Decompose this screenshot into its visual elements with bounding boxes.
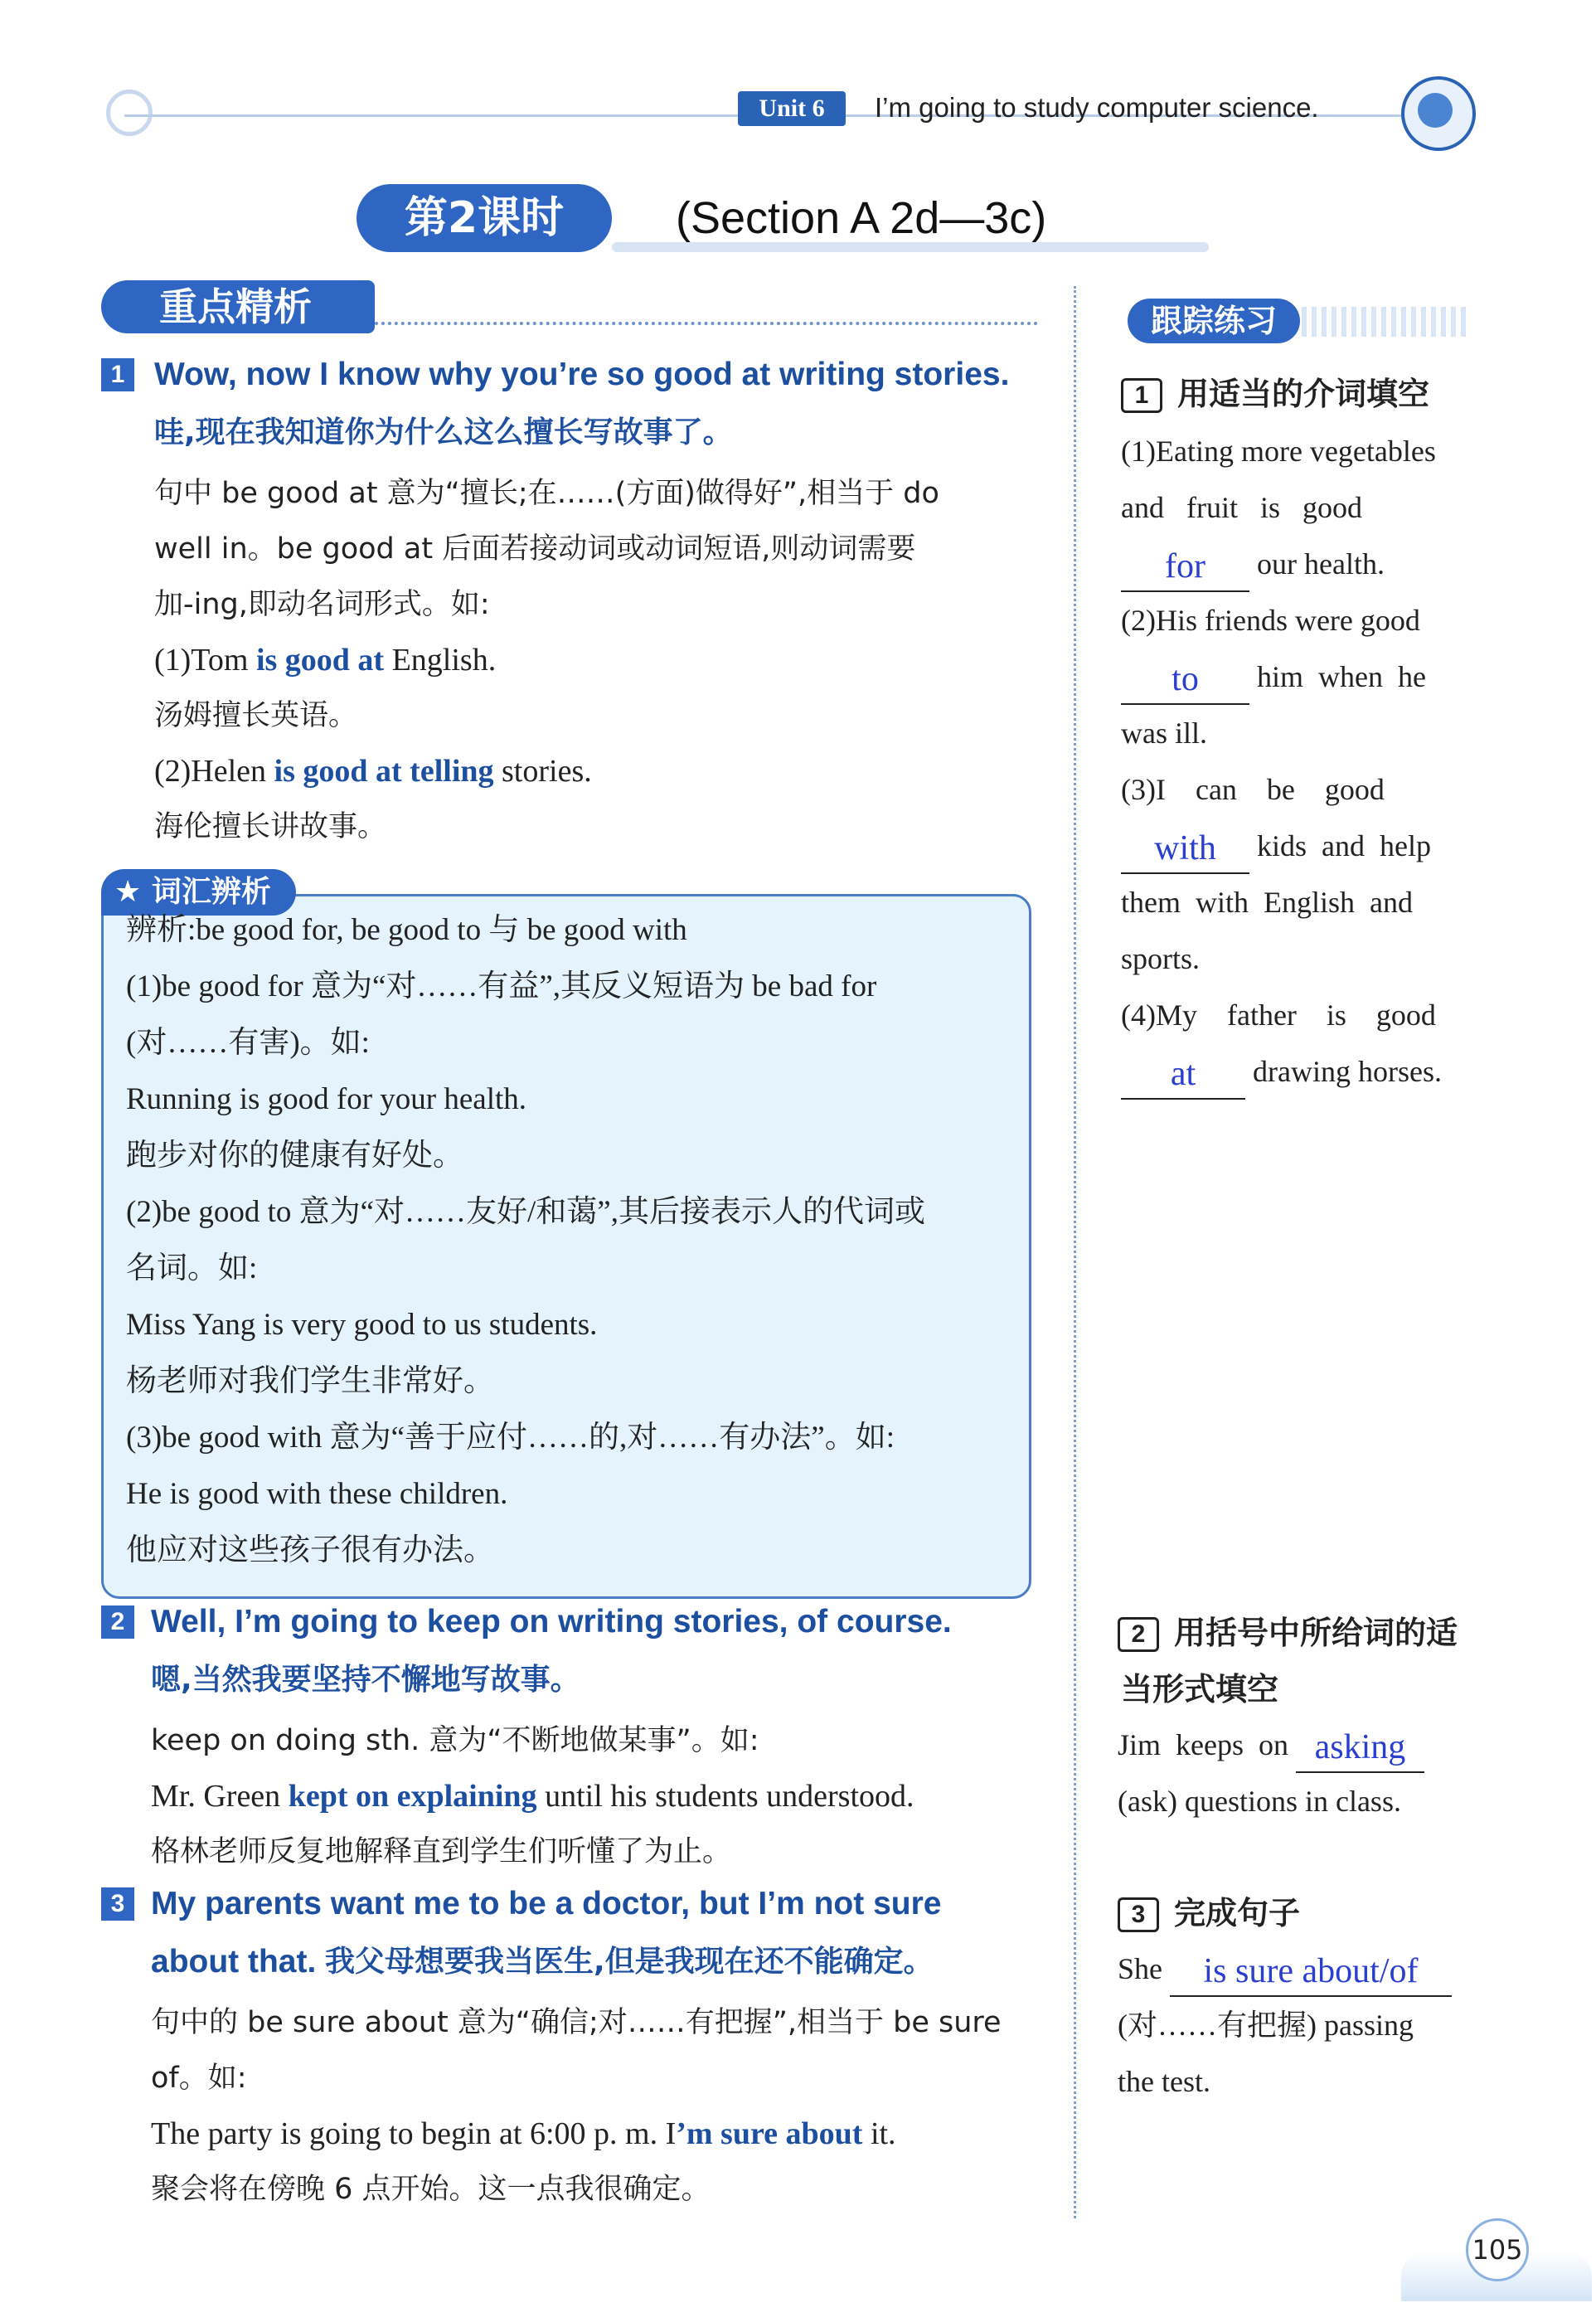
section-title: 重点精析 bbox=[101, 280, 375, 333]
answer-blank[interactable]: asking bbox=[1296, 1724, 1424, 1773]
item3-example-zh: 聚会将在傍晚 6 点开始。这一点我很确定。 bbox=[151, 2173, 711, 2206]
item1-example-1-zh: 汤姆擅长英语。 bbox=[154, 699, 358, 732]
explanation-line: 句中的 be sure about 意为“确信;对……有把握”,相当于 be sure bbox=[151, 2006, 1002, 2039]
header-swirl-icon bbox=[106, 90, 153, 136]
q1-line: to him when he bbox=[1121, 649, 1486, 705]
item2-example-zh: 格林老师反复地解释直到学生们听懂了为止。 bbox=[151, 1835, 732, 1868]
explanation-line: 加-ing,即动名词形式。如: bbox=[154, 588, 490, 621]
item1-example-2-zh: 海伦擅长讲故事。 bbox=[154, 810, 387, 843]
column-divider bbox=[1074, 286, 1076, 2218]
question-1-title: 用适当的介词填空 bbox=[1177, 376, 1430, 412]
q2-line: Jim keeps on asking bbox=[1118, 1717, 1499, 1773]
vocab-line: 他应对这些孩子很有办法。 bbox=[126, 1533, 494, 1567]
item3-english-2: about that. bbox=[151, 1944, 317, 1980]
vocab-line: 跑步对你的健康有好处。 bbox=[126, 1139, 463, 1173]
practice-title: 跟踪练习 bbox=[1128, 299, 1300, 343]
page-number: 105 bbox=[1466, 2218, 1529, 2281]
lesson-badge: 第2课时 bbox=[357, 184, 612, 252]
vocab-line: Miss Yang is very good to us students. bbox=[126, 1308, 598, 1342]
item2-example: Mr. Green kept on explaining until his students understood. bbox=[151, 1779, 914, 1814]
item2-english: Well, I’m going to keep on writing stories, of course. bbox=[151, 1604, 952, 1639]
explanation-line: 句中 be good at 意为“擅长;在……(方面)做得好”,相当于 do bbox=[154, 477, 939, 510]
answer-blank[interactable]: at bbox=[1121, 1051, 1245, 1100]
item3-example: The party is going to begin at 6:00 p. m. I’m sure about it. bbox=[151, 2116, 896, 2151]
item-number-3: 3 bbox=[101, 1887, 134, 1921]
item1-example-2: (2)Helen is good at telling stories. bbox=[154, 754, 592, 789]
question-2-title-2: 当形式填空 bbox=[1121, 1671, 1279, 1707]
item3-chinese: 我父母想要我当医生,但是我现在还不能确定。 bbox=[325, 1945, 934, 1979]
question-number-3: 3 bbox=[1118, 1897, 1159, 1932]
answer-blank[interactable]: for bbox=[1121, 543, 1249, 592]
item-number-2: 2 bbox=[101, 1605, 134, 1639]
explanation-line: of。如: bbox=[151, 2062, 247, 2095]
vocab-line: (1)be good for 意为“对……有益”,其反义短语为 be bad for bbox=[126, 969, 877, 1003]
q3-line: She is sure about/of bbox=[1118, 1941, 1499, 1997]
vocab-line: 名词。如: bbox=[126, 1251, 258, 1285]
item2-chinese: 嗯,当然我要坚持不懈地写故事。 bbox=[151, 1663, 580, 1697]
q1-line: (1)Eating more vegetables bbox=[1121, 435, 1436, 468]
item1-chinese: 哇,现在我知道你为什么这么擅长写故事了。 bbox=[154, 415, 733, 449]
logo-emblem-icon bbox=[1418, 93, 1453, 128]
answer-blank[interactable]: is sure about/of bbox=[1170, 1948, 1452, 1997]
item2-explanation: keep on doing sth. 意为“不断地做某事”。如: bbox=[151, 1724, 759, 1757]
q1-line: for our health. bbox=[1121, 536, 1486, 592]
vocab-line: 辨析:be good for, be good to 与 be good with bbox=[126, 913, 687, 947]
vocab-line: (2)be good to 意为“对……友好/和蔼”,其后接表示人的代词或 bbox=[126, 1195, 925, 1229]
vocab-line: Running is good for your health. bbox=[126, 1082, 527, 1116]
header-title: I’m going to study computer science. bbox=[875, 92, 1319, 123]
lesson-subtitle: (Section A 2d—3c) bbox=[676, 193, 1047, 243]
section-dotted-rule bbox=[375, 322, 1038, 325]
vocab-line: (3)be good with 意为“善于应付……的,对……有办法”。如: bbox=[126, 1421, 895, 1455]
item1-example-1: (1)Tom is good at English. bbox=[154, 643, 497, 678]
question-3-title: 完成句子 bbox=[1174, 1895, 1301, 1931]
unit-badge: Unit 6 bbox=[738, 91, 846, 126]
q1-line: at drawing horses. bbox=[1121, 1043, 1486, 1100]
q3-line: the test. bbox=[1118, 2065, 1210, 2098]
q1-line: with kids and help bbox=[1121, 818, 1486, 874]
q1-line: and fruit is good bbox=[1121, 491, 1362, 524]
q3-sentence bbox=[1118, 1941, 1499, 2110]
item-number-1: 1 bbox=[101, 358, 134, 391]
question-number-1: 1 bbox=[1121, 378, 1162, 413]
explanation-line: well in。be good at 后面若接动词或动词短语,则动词需要 bbox=[154, 532, 916, 566]
item1-english: Wow, now I know why you’re so good at writing stories. bbox=[154, 357, 1010, 392]
q1-line: (4)My father is good bbox=[1121, 998, 1436, 1032]
vocab-content bbox=[126, 902, 1021, 1579]
practice-decoration bbox=[1302, 307, 1467, 337]
q1-line: (2)His friends were good bbox=[1121, 604, 1420, 637]
q2-line: (ask) questions in class. bbox=[1118, 1785, 1401, 1818]
q1-sentence-4 bbox=[1121, 987, 1486, 1100]
q1-line: them with English and bbox=[1121, 886, 1413, 919]
q1-sentence-1 bbox=[1121, 423, 1486, 592]
vocab-line: (对……有害)。如: bbox=[126, 1026, 370, 1060]
item1-explanation bbox=[154, 466, 939, 633]
q2-sentence bbox=[1118, 1717, 1499, 1829]
q3-line: (对……有把握) passing bbox=[1118, 2009, 1414, 2042]
vocab-line: 杨老师对我们学生非常好。 bbox=[126, 1364, 494, 1398]
answer-blank[interactable]: with bbox=[1121, 825, 1249, 874]
item3-explanation bbox=[151, 1995, 1002, 2106]
item3-english-1: My parents want me to be a doctor, but I’m not sure bbox=[151, 1886, 942, 1921]
q1-sentence-2 bbox=[1121, 592, 1486, 761]
q1-sentence-3 bbox=[1121, 761, 1486, 987]
question-number-2: 2 bbox=[1118, 1617, 1159, 1652]
answer-blank[interactable]: to bbox=[1121, 656, 1249, 705]
vocab-tab: ★ 词汇辨析 bbox=[101, 869, 296, 916]
question-2-title-1: 用括号中所给词的适 bbox=[1174, 1615, 1458, 1651]
vocab-line: He is good with these children. bbox=[126, 1477, 508, 1511]
q1-line: (3)I can be good bbox=[1121, 773, 1385, 806]
q1-line: was ill. bbox=[1121, 717, 1207, 750]
q1-line: sports. bbox=[1121, 942, 1201, 975]
